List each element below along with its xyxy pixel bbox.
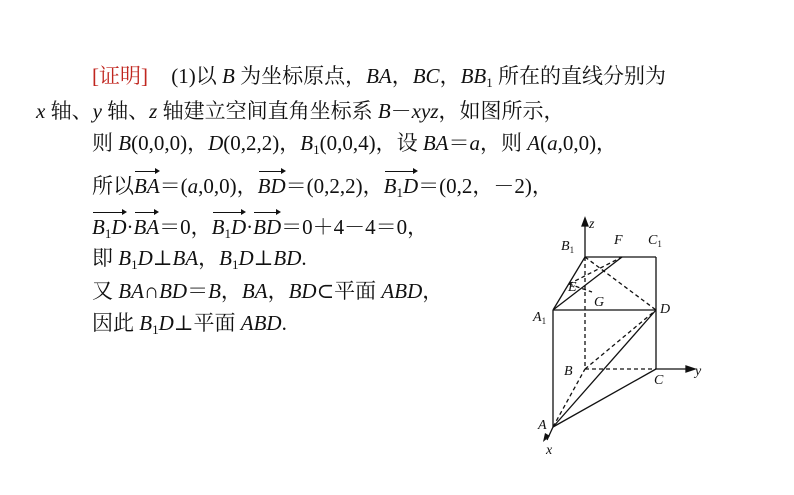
label-x: x <box>546 443 553 458</box>
label-A1: $A_1$ <box>533 310 547 326</box>
proof-line-5: $B_1D\cdot BA=0$，$B_1D\cdot BD=0+4-4=0$， <box>92 215 429 241</box>
label-E: E <box>568 280 577 295</box>
proof-line-2: x 轴、y 轴、z 轴建立空间直角坐标系 B－xyz，如图所示， <box>36 99 565 123</box>
edge-A1F <box>553 257 622 310</box>
proof-line-6: 即 $B_1D\perp BA$，$B_1D\perp BD$. <box>92 246 307 272</box>
edge-BD <box>585 310 656 369</box>
label-C1: $C_1$ <box>648 233 662 249</box>
z-axis-arrow <box>582 218 588 226</box>
proof-tag: [证明] <box>92 64 148 88</box>
proof-line-8: 因此 $B_1D\perp$平面 ABD. <box>92 311 287 337</box>
proof-line-7: 又 BA∩BD＝B，BA，BD⊂平面 ABD， <box>92 279 444 303</box>
label-z: z <box>589 217 595 232</box>
label-F: F <box>614 233 623 248</box>
label-D: D <box>660 302 671 317</box>
label-G: G <box>594 295 605 310</box>
prism-figure <box>528 212 718 462</box>
proof-line-4: 所以BA＝(a,0,0)，BD＝(0,2,2)，$B_1D=(0,2$，－2)， <box>92 174 553 200</box>
part-number: (1) <box>171 64 196 88</box>
proof-line-3: 则 B(0,0,0)，D(0,2,2)，$B_1(0,0,4)$，设 BA＝a，则 A(a,0,0)， <box>92 131 618 157</box>
y-axis-arrow <box>686 366 695 372</box>
label-y: y <box>695 364 702 379</box>
label-A: A <box>538 418 547 433</box>
label-B: B <box>564 364 573 379</box>
proof-line-1: [证明] (1)以 B 为坐标原点，BA，BC，$BB_1$ 所在的直线分别为 <box>92 64 666 90</box>
label-C: C <box>654 373 664 388</box>
x-axis <box>547 427 553 440</box>
label-B1: $B_1$ <box>561 239 575 255</box>
